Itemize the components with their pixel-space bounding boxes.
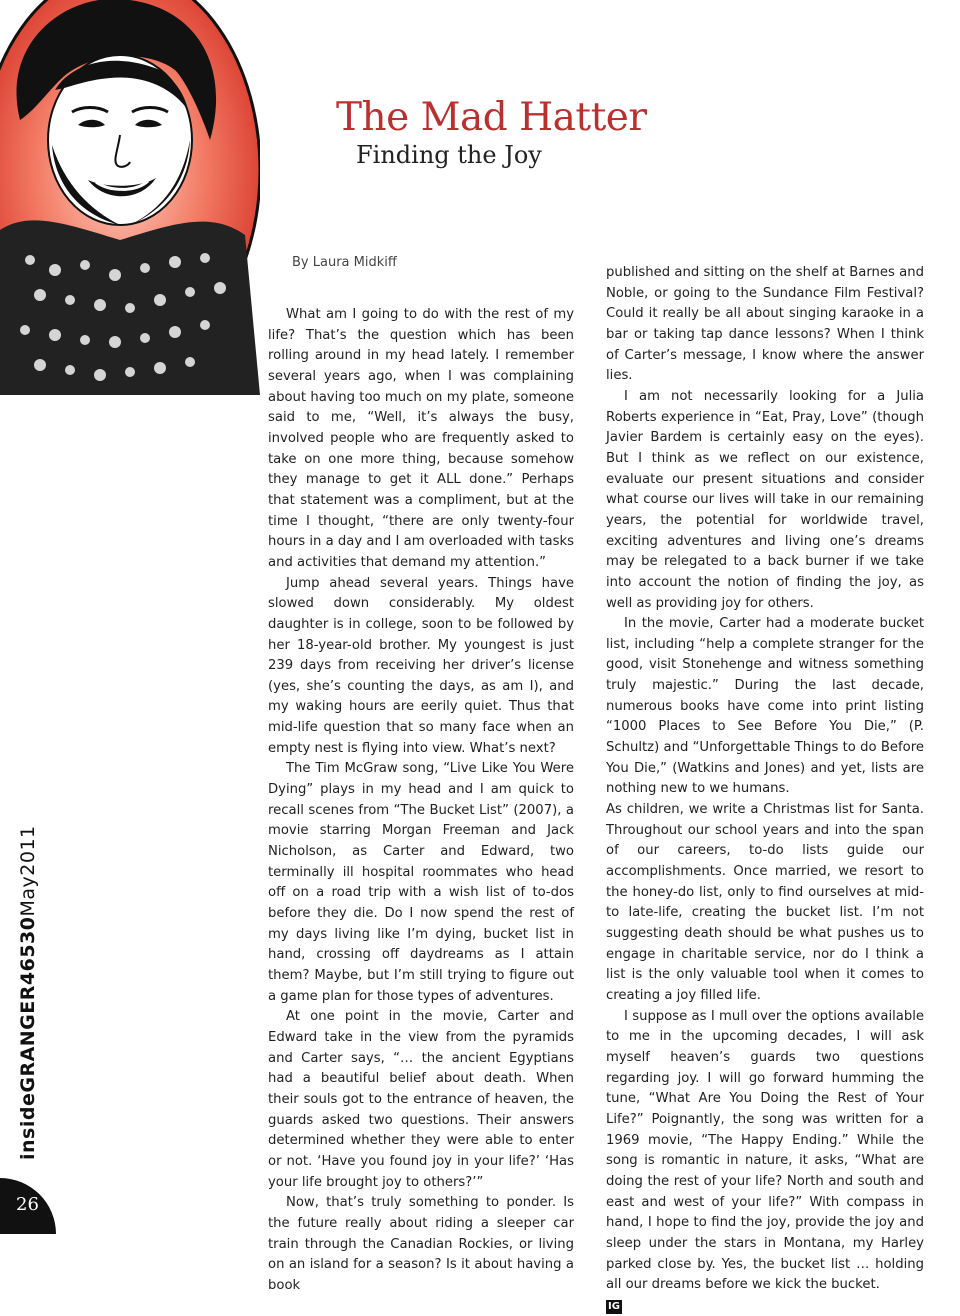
magazine-name: insideGRANGER46530 [17,916,39,1160]
paragraph: I suppose as I mull over the options available to me in the upcoming decades, I will ask myself heaven’s guards two questions regarding joy. I will go forward humming the tune, “What Are You Doing the Rest of Your Life?” Poignantly, the song was written for a 1969 movie, “The Happy Ending.” While the song is romantic in nature, it asks, “What are doing the rest of your life? North and south and east and west of your life?” With compass in hand, I hope to find the joy, provide the joy and sleep under the stars in Montana, my Harley parked close by. Yes, the bucket list … holding all our dreams before we kick the bucket. [606,1008,924,1293]
paragraph: published and sitting on the shelf at Barnes and Noble, or going to the Sundance Film Festival? Could it really be all about singing karaoke in a bar or taking tap dance lessons? When I think of Carter’s message, I know where the answer lies. [606,265,924,384]
paragraph: The Tim McGraw song, “Live Like You Were Dying” plays in my head and I am quick to recall scenes from “The Bucket List” (2007), a movie starring Morgan Freeman and Jack Nicholson, as Carter and Edward, two terminally ill hospital roommates who head off on a road trip with a wish list of to-dos before they die. Do I now spend the rest of my days living like I’m dying, bucket list in hand, crossing off daydreams as I attain them? Maybe, but I’m still trying to figure out a game plan for those types of adventures. [268,761,574,1004]
paragraph: As children, we write a Christmas list for Santa. Throughout our school years and into the span of our careers, to-do lists guide our accomplishments. Once married, we resort to the honey-do list, only to find ourselves at mid- to late-life, creating the bucket list. I’m not suggesting death should be what pushes us to engage in charitable service, nor do I think a list is the only valuable tool when it comes to creating a joy filled life. [606,802,924,1003]
page-number-tab [0,1178,56,1234]
paragraph: Jump ahead several years. Things have slowed down considerably. My oldest daughter is in college, soon to be followed by her 18-year-old brother. My youngest is just 239 days from receiving her driver’s license (yes, she’s counting the days, as am I), and my waking hours are eerily quiet. Thus that mid-life question that so many face when an empty nest is flying into view. What’s next? [268,575,574,756]
article-column-1 [268,305,574,1297]
article-column-2 [606,263,924,1316]
paragraph: Now, that’s truly something to ponder. Is the future really about riding a sleeper car train through the Canadian Rockies, or living on an island for a season? Is it about having a book [268,1195,574,1293]
magazine-folio [17,820,39,1160]
paragraph: At one point in the movie, Carter and Edward take in the view from the pyramids and Carter says, “… the ancient Egyptians had a beautiful belief about death. When their souls got to the entrance of heaven, the guards asked two questions. Their answers determined whether they were able to enter or not. ‘Have you found joy in your life?’ ‘Has your life brought joy to others?’” [268,1009,574,1190]
article-title: The Mad Hatter [336,95,647,140]
byline: By Laura Midkiff [292,255,397,270]
paragraph: In the movie, Carter had a moderate bucket list, including “help a complete stranger for the good, visit Stonehenge and witness something truly majestic.” During the last decade, numerous books have come into print listing “1000 Places to See Before You Die,” (P. Schultz) and “Unforgettable Things to do Before You Die,” (Watkins and Jones) and yet, lists are nothing new to we humans. [606,616,924,797]
issue-date: May2011 [17,825,39,917]
end-mark-icon: IG [608,1300,620,1312]
author-portrait [0,0,260,395]
article-header [336,96,646,170]
page-number: 26 [16,1194,39,1215]
article-subtitle: Finding the Joy [356,141,542,169]
paragraph: I am not necessarily looking for a Julia Roberts experience in “Eat, Pray, Love” (though Javier Bardem is certainly easy on the eyes). But I think as we reflect on our existence, evaluate our present situations and consider what course our lives will take in our remaining years, the potential for worldwide travel, exciting adventures and living one’s dreams may be relegated to a back burner if we take into account the notion of finding the joy, as well as providing joy for others. [606,388,924,611]
paragraph: What am I going to do with the rest of my life? That’s the question which has been rolling around in my head lately. I remember several years ago, when I was complaining about having too much on my plate, someone said to me, “Well, it’s always the busy, involved people who are frequently asked to take on one more thing, because somehow they manage to get it ALL done.” Perhaps that statement was a compliment, but at the time I thought, “there are only twenty-four hours in a day and I am overloaded with tasks and activities that demand my attention.” [268,307,574,570]
